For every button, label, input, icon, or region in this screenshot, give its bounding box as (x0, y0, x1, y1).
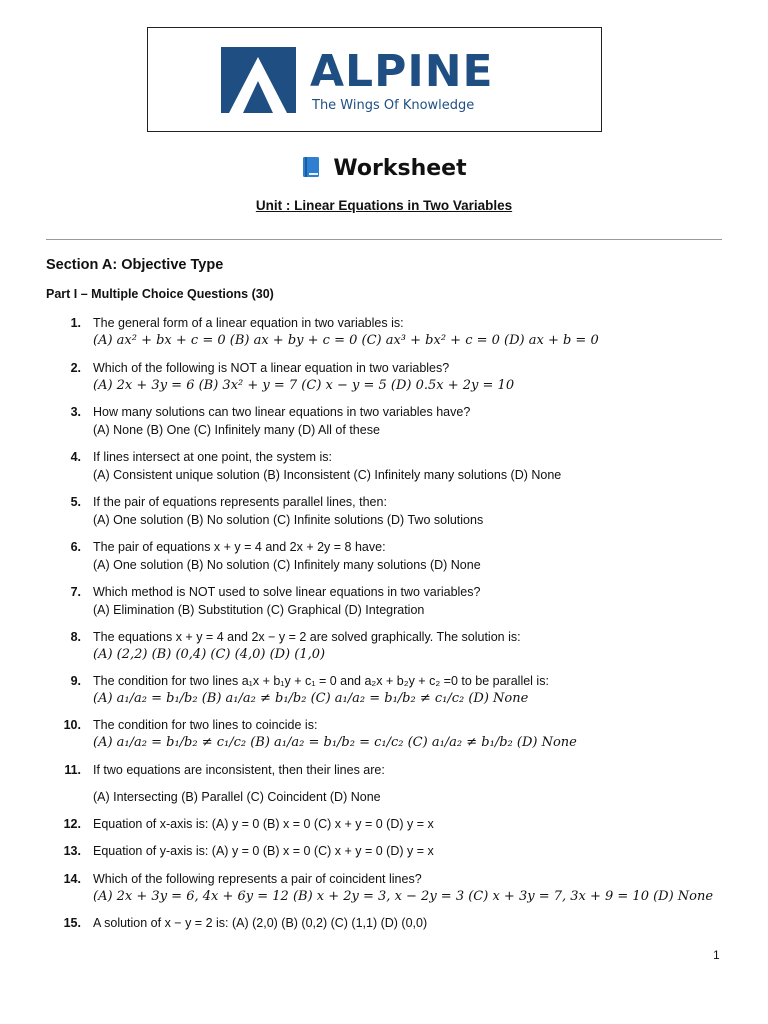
question-number: 2. (70, 361, 81, 375)
question-text: Which method is NOT used to solve linear equations in two variables? (93, 585, 481, 599)
question-text: The condition for two lines to coincide is: (93, 718, 318, 732)
question-text: Which of the following represents a pair of coincident lines? (93, 872, 422, 886)
brand-tagline: The Wings Of Knowledge (312, 98, 475, 113)
question-options: (A) Intersecting (B) Parallel (C) Coincident (D) None (93, 790, 381, 804)
question-text: If lines intersect at one point, the system is: (93, 450, 333, 464)
part-1-title: Part I – Multiple Choice Questions (30) (46, 287, 274, 301)
blue-book-icon (301, 156, 321, 178)
question-number: 11. (64, 763, 81, 777)
question-options: (A) 2x + 3y = 6 (B) 3x² + y = 7 (C) x − y = 5 (D) 0.5x + 2y = 10 (93, 378, 515, 393)
question-number: 1. (70, 316, 81, 330)
page-number: 1 (713, 948, 720, 962)
divider (46, 239, 722, 240)
question-options: (A) One solution (B) No solution (C) Infinitely many solutions (D) None (93, 558, 481, 572)
brand-name: ALPINE (310, 46, 494, 97)
unit-heading: Unit : Linear Equations in Two Variables (255, 198, 513, 213)
question-options: (A) Elimination (B) Substitution (C) Graphical (D) Integration (93, 603, 425, 617)
question-options: (A) ax² + bx + c = 0 (B) ax + by + c = 0 (C) ax³ + bx² + c = 0 (D) ax + b = 0 (93, 333, 599, 348)
question-number: 4. (70, 450, 81, 464)
question-text: If two equations are inconsistent, then their lines are: (93, 763, 385, 777)
question-text: The general form of a linear equation in two variables is: (93, 316, 404, 330)
question-text: A solution of x − y = 2 is: (A) (2,0) (B) (0,2) (C) (1,1) (D) (0,0) (93, 916, 428, 930)
section-a-title: Section A: Objective Type (46, 257, 224, 273)
worksheet-title (0, 156, 768, 181)
question-options: (A) a₁/a₂ = b₁/b₂ ≠ c₁/c₂ (B) a₁/a₂ = b₁/b₂ = c₁/c₂ (C) a₁/a₂ ≠ b₁/b₂ (D) None (93, 735, 577, 750)
question-number: 15. (63, 916, 81, 930)
question-text: The condition for two lines a₁x + b₁y + c₁ = 0 and a₂x + b₂y + c₂ =0 to be parallel is: (93, 674, 549, 688)
question-options: (A) (2,2) (B) (0,4) (C) (4,0) (D) (1,0) (93, 647, 326, 662)
question-number: 8. (70, 630, 81, 644)
question-number: 10. (63, 718, 81, 732)
question-number: 5. (70, 495, 81, 509)
question-options: (A) a₁/a₂ = b₁/b₂ (B) a₁/a₂ ≠ b₁/b₂ (C) a₁/a₂ = b₁/b₂ ≠ c₁/c₂ (D) None (93, 691, 529, 706)
question-text: Which of the following is NOT a linear equation in two variables? (93, 361, 450, 375)
question-number: 7. (70, 585, 81, 599)
question-options: (A) Consistent unique solution (B) Inconsistent (C) Infinitely many solutions (D) None (93, 468, 562, 482)
question-number: 12. (63, 817, 81, 831)
question-text: The pair of equations x + y = 4 and 2x + 2y = 8 have: (93, 540, 386, 554)
question-text: If the pair of equations represents parallel lines, then: (93, 495, 387, 509)
alpine-logo-mark-icon (221, 47, 296, 113)
question-options: (A) None (B) One (C) Infinitely many (D) All of these (93, 423, 380, 437)
question-text: The equations x + y = 4 and 2x − y = 2 are solved graphically. The solution is: (93, 630, 521, 644)
question-text: Equation of x-axis is: (A) y = 0 (B) x = 0 (C) x + y = 0 (D) y = x (93, 817, 434, 831)
question-number: 3. (70, 405, 81, 419)
question-number: 9. (70, 674, 81, 688)
question-text: How many solutions can two linear equations in two variables have? (93, 405, 471, 419)
worksheet-title-text: Worksheet (333, 156, 467, 181)
question-number: 13. (63, 844, 81, 858)
question-text: Equation of y-axis is: (A) y = 0 (B) x = 0 (C) x + y = 0 (D) y = x (93, 844, 434, 858)
logo-header (147, 27, 602, 132)
question-number: 14. (63, 872, 81, 886)
question-number: 6. (70, 540, 81, 554)
question-options: (A) One solution (B) No solution (C) Infinite solutions (D) Two solutions (93, 513, 484, 527)
question-options: (A) 2x + 3y = 6, 4x + 6y = 12 (B) x + 2y = 3, x − 2y = 3 (C) x + 3y = 7, 3x + 9 = 10 (D) None (93, 889, 714, 904)
